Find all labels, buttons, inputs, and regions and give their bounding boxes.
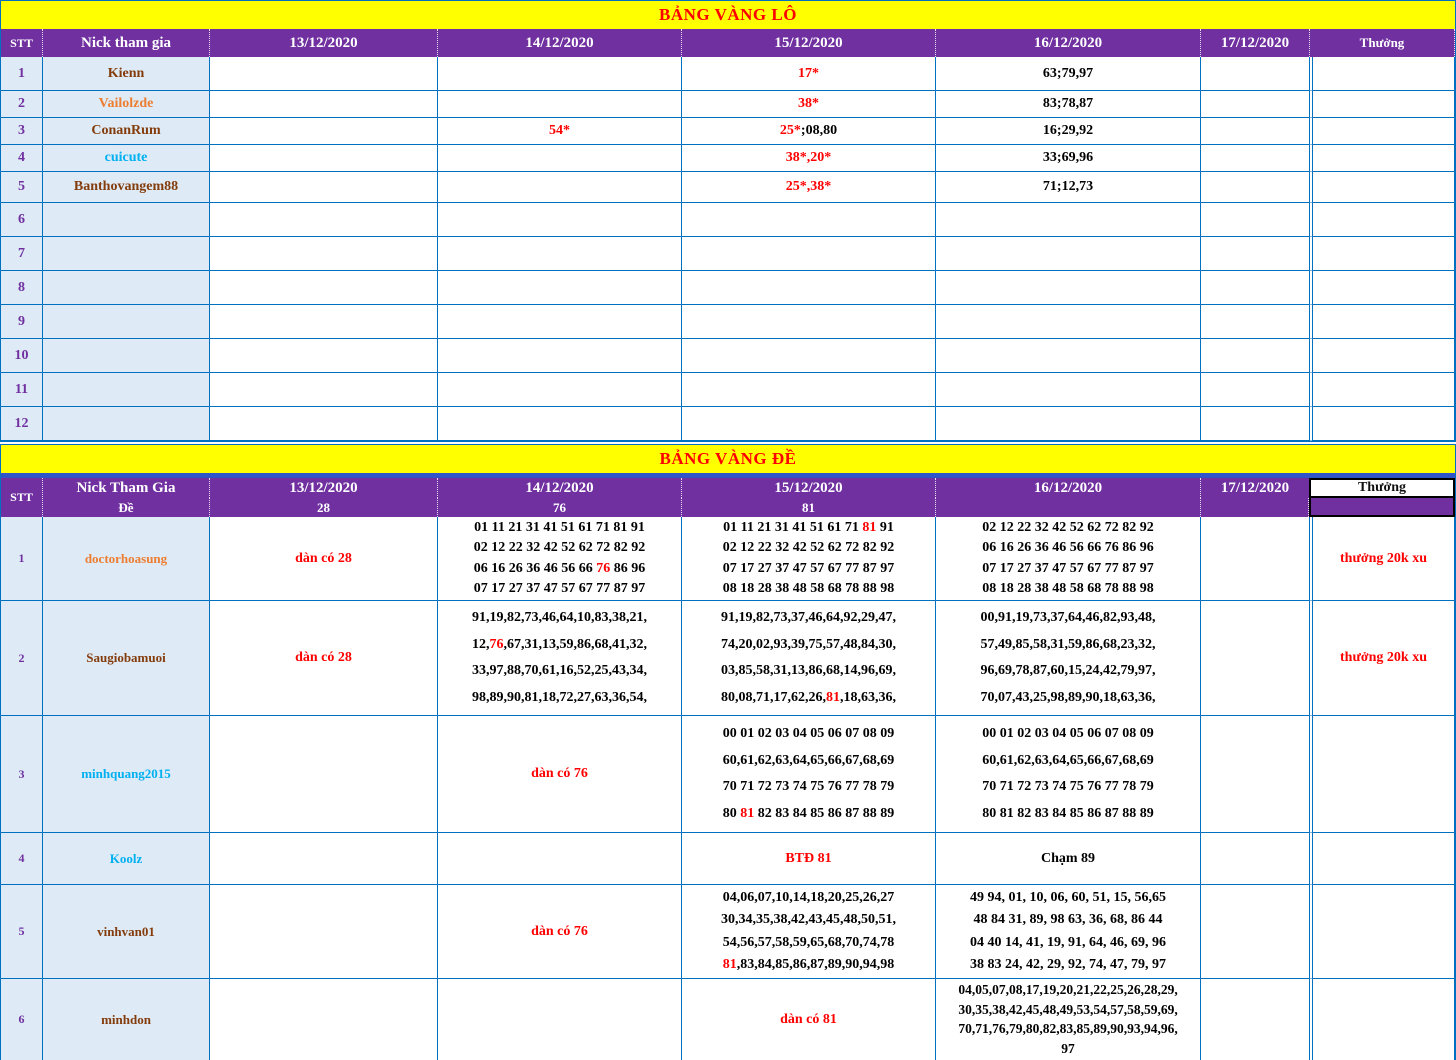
value-cell-13-12 — [210, 716, 438, 833]
value-cell-15-12 — [682, 339, 936, 373]
value-line: 07 17 27 37 47 57 67 77 87 97 — [473, 580, 646, 596]
bang-vang-de-section — [0, 444, 1456, 1060]
subheader-empty — [1201, 498, 1309, 517]
value-cell-13-12 — [210, 237, 438, 271]
nick-cell — [43, 339, 210, 373]
nick-cell — [43, 305, 210, 339]
value-cell-17-12 — [1201, 172, 1309, 203]
value-line: 49 94, 01, 10, 06, 60, 51, 15, 56,65 — [970, 890, 1166, 906]
value-cell-15-12 — [682, 517, 936, 601]
value-line: dàn có 76 — [531, 923, 588, 939]
column-header-Nick tham gia: Nick tham gia — [43, 29, 210, 57]
value-cell-16-12 — [936, 57, 1201, 91]
thuong-cell — [1309, 979, 1455, 1060]
value-cell-16-12 — [936, 885, 1201, 979]
value-cell-14-12 — [438, 237, 682, 271]
thuong-cell — [1309, 716, 1455, 833]
column-header-13-12-2020: 13/12/2020 — [210, 29, 438, 57]
value-line: 98,89,90,81,18,72,27,63,36,54, — [472, 689, 647, 705]
value-line: 38* — [798, 96, 819, 111]
bang-vang-de-header-rows — [1, 478, 1455, 517]
value-line: 91,19,82,73,37,46,64,92,29,47, — [721, 610, 896, 626]
value-cell-17-12 — [1201, 91, 1309, 118]
value-cell-13-12 — [210, 373, 438, 407]
value-cell-15-12 — [682, 373, 936, 407]
value-cell-16-12 — [936, 407, 1201, 441]
value-cell-16-12 — [936, 339, 1201, 373]
stt-cell: 9 — [1, 305, 43, 339]
stt-cell: 2 — [1, 601, 43, 716]
column-header-stt: STT — [1, 29, 43, 57]
value-cell-13-12 — [210, 203, 438, 237]
value-line: 12,76,67,31,13,59,86,68,41,32, — [472, 636, 647, 652]
value-line: 97 — [1061, 1041, 1075, 1057]
value-cell-13-12 — [210, 979, 438, 1060]
bang-vang-de-body — [1, 517, 1455, 1060]
value-line: 06 16 26 36 46 56 66 76 86 96 — [473, 560, 646, 576]
thuong-cell — [1309, 271, 1455, 305]
value-cell-14-12 — [438, 118, 682, 145]
subheader-28: 28 — [210, 498, 438, 517]
bang-vang-lo-section — [0, 0, 1456, 442]
column-header-17-12-2020: 17/12/2020 — [1201, 29, 1309, 57]
nick-cell: Saugiobamuoi — [43, 601, 210, 716]
stt-cell: 10 — [1, 339, 43, 373]
value-line: 70,71,76,79,80,82,83,85,89,90,93,94,96, — [958, 1021, 1178, 1037]
bang-vang-lo-title: BẢNG VÀNG LÔ — [1, 1, 1455, 29]
value-cell-15-12 — [682, 885, 936, 979]
value-line: 38*,20* — [785, 150, 832, 165]
value-cell-13-12 — [210, 305, 438, 339]
value-line: 04 40 14, 41, 19, 91, 64, 46, 69, 96 — [970, 934, 1166, 950]
value-cell-16-12 — [936, 305, 1201, 339]
value-cell-17-12 — [1201, 716, 1309, 833]
value-line: 48 84 31, 89, 98 63, 36, 68, 86 44 — [973, 912, 1163, 928]
nick-cell: cuicute — [43, 145, 210, 172]
value-cell-14-12 — [438, 979, 682, 1060]
value-cell-17-12 — [1201, 833, 1309, 885]
value-cell-17-12 — [1201, 339, 1309, 373]
value-line: 02 12 22 32 42 52 62 72 82 92 — [722, 540, 895, 556]
value-line: 70 71 72 73 74 75 76 77 78 79 — [722, 779, 895, 795]
stt-cell: 5 — [1, 885, 43, 979]
value-cell-14-12 — [438, 373, 682, 407]
value-cell-17-12 — [1201, 601, 1309, 716]
value-cell-15-12 — [682, 305, 936, 339]
value-cell-17-12 — [1201, 407, 1309, 441]
value-line: 02 12 22 32 42 52 62 72 82 92 — [982, 520, 1154, 536]
column-header-15-12-2020: 15/12/2020 — [682, 29, 936, 57]
nick-cell: Koolz — [43, 833, 210, 885]
value-line: 80 81 82 83 84 85 86 87 88 89 — [722, 806, 895, 822]
subheader-empty — [1309, 498, 1455, 517]
value-line: Chạm 89 — [1040, 850, 1096, 866]
value-cell-16-12 — [936, 203, 1201, 237]
value-cell-14-12 — [438, 716, 682, 833]
stt-cell: 4 — [1, 145, 43, 172]
subheader-de: Đề — [43, 498, 210, 517]
nick-cell — [43, 237, 210, 271]
stt-cell: 3 — [1, 716, 43, 833]
stt-cell: 12 — [1, 407, 43, 441]
value-line: 07 17 27 37 47 57 67 77 87 97 — [722, 560, 895, 576]
thuong-cell — [1309, 885, 1455, 979]
column-header-17-12-2020: 17/12/2020 — [1201, 478, 1309, 498]
thuong-cell — [1309, 203, 1455, 237]
value-line: 60,61,62,63,64,65,66,67,68,69 — [722, 752, 895, 768]
value-cell-15-12 — [682, 833, 936, 885]
value-cell-14-12 — [438, 172, 682, 203]
value-line: 08 18 28 38 48 58 68 78 88 98 — [982, 580, 1154, 596]
value-line: 00 01 02 03 04 05 06 07 08 09 — [722, 725, 895, 741]
value-line: 74,20,02,93,39,75,57,48,84,30, — [721, 636, 896, 652]
value-cell-15-12 — [682, 57, 936, 91]
value-line: 54,56,57,58,59,65,68,70,74,78 — [722, 934, 895, 950]
column-header-14-12-2020: 14/12/2020 — [438, 29, 682, 57]
value-cell-16-12 — [936, 601, 1201, 716]
stt-cell: 5 — [1, 172, 43, 203]
value-cell-15-12 — [682, 271, 936, 305]
value-cell-14-12 — [438, 57, 682, 91]
thuong-cell — [1309, 118, 1455, 145]
thuong-cell — [1309, 373, 1455, 407]
value-cell-16-12 — [936, 833, 1201, 885]
value-cell-16-12 — [936, 979, 1201, 1060]
value-line: 63;79,97 — [1042, 65, 1094, 81]
value-line: 25*;08,80 — [779, 123, 838, 138]
bang-vang-de-title: BẢNG VÀNG ĐỀ — [1, 445, 1455, 473]
nick-cell: minhquang2015 — [43, 716, 210, 833]
value-line: dàn có 81 — [780, 1011, 837, 1027]
value-line: 60,61,62,63,64,65,66,67,68,69 — [982, 752, 1154, 768]
bang-vang-lo-body — [1, 57, 1455, 441]
value-cell-14-12 — [438, 91, 682, 118]
value-line: 57,49,85,58,31,59,86,68,23,32, — [980, 636, 1156, 652]
value-cell-15-12 — [682, 91, 936, 118]
stt-cell: 1 — [1, 57, 43, 91]
value-line: 00 01 02 03 04 05 06 07 08 09 — [982, 725, 1154, 741]
value-cell-15-12 — [682, 237, 936, 271]
value-cell-17-12 — [1201, 271, 1309, 305]
nick-cell — [43, 373, 210, 407]
bang-vang-lo-header-row — [1, 29, 1455, 57]
nick-cell: ConanRum — [43, 118, 210, 145]
value-cell-16-12 — [936, 91, 1201, 118]
subheader-81: 81 — [682, 498, 936, 517]
thuong-cell — [1309, 145, 1455, 172]
column-header-16-12-2020: 16/12/2020 — [936, 478, 1201, 498]
subheader-empty — [936, 498, 1201, 517]
thuong-cell — [1309, 339, 1455, 373]
thuong-cell — [1309, 305, 1455, 339]
value-cell-13-12 — [210, 885, 438, 979]
value-cell-17-12 — [1201, 885, 1309, 979]
column-header-14-12-2020: 14/12/2020 — [438, 478, 682, 498]
value-cell-13-12 — [210, 172, 438, 203]
value-line: 70,07,43,25,98,89,90,18,63,36, — [980, 689, 1156, 705]
nick-cell — [43, 203, 210, 237]
value-line: 80,08,71,17,62,26,81,18,63,36, — [721, 689, 896, 705]
value-cell-13-12 — [210, 339, 438, 373]
value-cell-14-12 — [438, 339, 682, 373]
value-line: 02 12 22 32 42 52 62 72 82 92 — [473, 540, 646, 556]
nick-cell: doctorhoasung — [43, 517, 210, 601]
value-cell-17-12 — [1201, 517, 1309, 601]
value-cell-15-12 — [682, 601, 936, 716]
value-cell-13-12 — [210, 407, 438, 441]
value-cell-16-12 — [936, 271, 1201, 305]
value-cell-13-12 — [210, 118, 438, 145]
value-line: 80 81 82 83 84 85 86 87 88 89 — [982, 806, 1154, 822]
column-header-16-12-2020: 16/12/2020 — [936, 29, 1201, 57]
value-line: 70 71 72 73 74 75 76 77 78 79 — [982, 779, 1154, 795]
value-line: 16;29,92 — [1042, 123, 1094, 138]
value-cell-13-12 — [210, 57, 438, 91]
value-cell-13-12 — [210, 517, 438, 601]
value-line: dàn có 28 — [295, 550, 352, 566]
value-cell-15-12 — [682, 716, 936, 833]
value-cell-14-12 — [438, 145, 682, 172]
column-header-13-12-2020: 13/12/2020 — [210, 478, 438, 498]
thuong-cell — [1309, 172, 1455, 203]
value-line: BTĐ 81 — [785, 850, 832, 866]
value-cell-13-12 — [210, 145, 438, 172]
thuong-cell — [1309, 91, 1455, 118]
value-cell-16-12 — [936, 716, 1201, 833]
value-line: thưởng 20k xu — [1340, 550, 1427, 566]
column-header-15-12-2020: 15/12/2020 — [682, 478, 936, 498]
value-line: 25*,38* — [785, 179, 832, 194]
value-cell-14-12 — [438, 407, 682, 441]
value-cell-15-12 — [682, 145, 936, 172]
nick-cell — [43, 271, 210, 305]
value-line: 91,19,82,73,46,64,10,83,38,21, — [472, 610, 647, 626]
stt-cell: 11 — [1, 373, 43, 407]
value-cell-17-12 — [1201, 305, 1309, 339]
thuong-cell — [1309, 517, 1455, 601]
value-cell-14-12 — [438, 305, 682, 339]
value-cell-14-12 — [438, 271, 682, 305]
stt-cell: 1 — [1, 517, 43, 601]
value-line: 71;12,73 — [1042, 179, 1094, 194]
value-cell-14-12 — [438, 885, 682, 979]
value-line: 54* — [549, 123, 570, 138]
value-cell-16-12 — [936, 118, 1201, 145]
value-cell-13-12 — [210, 271, 438, 305]
value-cell-15-12 — [682, 118, 936, 145]
thuong-cell — [1309, 601, 1455, 716]
nick-cell: minhdon — [43, 979, 210, 1060]
value-cell-14-12 — [438, 203, 682, 237]
nick-cell — [43, 407, 210, 441]
value-cell-14-12 — [438, 833, 682, 885]
value-cell-15-12 — [682, 979, 936, 1060]
value-line: 33,97,88,70,61,16,52,25,43,34, — [472, 663, 647, 679]
value-line: 08 18 28 38 48 58 68 78 88 98 — [722, 580, 895, 596]
value-line: dàn có 76 — [531, 766, 588, 781]
thuong-cell — [1309, 57, 1455, 91]
value-line: 01 11 21 31 41 51 61 71 81 91 — [723, 520, 894, 536]
stt-cell: 6 — [1, 979, 43, 1060]
stt-cell: 3 — [1, 118, 43, 145]
value-cell-17-12 — [1201, 203, 1309, 237]
value-line: 33;69,96 — [1042, 150, 1094, 165]
value-cell-15-12 — [682, 203, 936, 237]
value-line: 03,85,58,31,13,86,68,14,96,69, — [721, 663, 896, 679]
thuong-cell — [1309, 833, 1455, 885]
value-cell-17-12 — [1201, 373, 1309, 407]
value-cell-16-12 — [936, 237, 1201, 271]
value-line: 17* — [798, 65, 819, 81]
value-cell-17-12 — [1201, 118, 1309, 145]
value-line: 96,69,78,87,60,15,24,42,79,97, — [980, 663, 1156, 679]
value-cell-16-12 — [936, 145, 1201, 172]
value-cell-14-12 — [438, 601, 682, 716]
value-cell-13-12 — [210, 833, 438, 885]
stt-cell: 8 — [1, 271, 43, 305]
subheader-76: 76 — [438, 498, 682, 517]
nick-cell: Vailolzde — [43, 91, 210, 118]
value-line: 01 11 21 31 41 51 61 71 81 91 — [474, 520, 645, 536]
value-cell-16-12 — [936, 517, 1201, 601]
value-line: 30,34,35,38,42,43,45,48,50,51, — [721, 912, 896, 928]
value-line: 00,91,19,73,37,64,46,82,93,48, — [980, 610, 1156, 626]
value-cell-16-12 — [936, 373, 1201, 407]
thuong-cell — [1309, 237, 1455, 271]
value-line: 83;78,87 — [1042, 96, 1094, 111]
value-cell-15-12 — [682, 407, 936, 441]
value-cell-17-12 — [1201, 145, 1309, 172]
value-line: 04,06,07,10,14,18,20,25,26,27 — [722, 890, 895, 906]
value-line: 38 83 24, 42, 29, 92, 74, 47, 79, 97 — [970, 956, 1166, 972]
column-header-stt: STT — [1, 478, 43, 517]
value-line: 30,35,38,42,45,48,49,53,54,57,58,59,69, — [958, 1001, 1178, 1017]
thuong-cell — [1309, 407, 1455, 441]
value-line: 81,83,84,85,86,87,89,90,94,98 — [722, 956, 895, 972]
column-header-thuong: Thưởng — [1309, 29, 1455, 57]
nick-cell: Banthovangem88 — [43, 172, 210, 203]
stt-cell: 7 — [1, 237, 43, 271]
value-cell-17-12 — [1201, 237, 1309, 271]
stt-cell: 4 — [1, 833, 43, 885]
nick-cell: vinhvan01 — [43, 885, 210, 979]
value-line: 06 16 26 36 46 56 66 76 86 96 — [982, 540, 1154, 556]
value-line: thưởng 20k xu — [1340, 650, 1427, 665]
value-line: 07 17 27 37 47 57 67 77 87 97 — [982, 560, 1154, 576]
value-line: dàn có 28 — [295, 650, 352, 665]
value-cell-14-12 — [438, 517, 682, 601]
nick-cell: Kienn — [43, 57, 210, 91]
column-header-Nick Tham Gia: Nick Tham Gia — [43, 478, 210, 498]
value-cell-17-12 — [1201, 979, 1309, 1060]
stt-cell: 2 — [1, 91, 43, 118]
value-cell-16-12 — [936, 172, 1201, 203]
value-cell-15-12 — [682, 172, 936, 203]
value-cell-17-12 — [1201, 57, 1309, 91]
stt-cell: 6 — [1, 203, 43, 237]
value-line: 04,05,07,08,17,19,20,21,22,25,26,28,29, — [958, 981, 1178, 997]
column-header-thuong: Thưởng — [1309, 478, 1455, 498]
value-cell-13-12 — [210, 601, 438, 716]
value-cell-13-12 — [210, 91, 438, 118]
